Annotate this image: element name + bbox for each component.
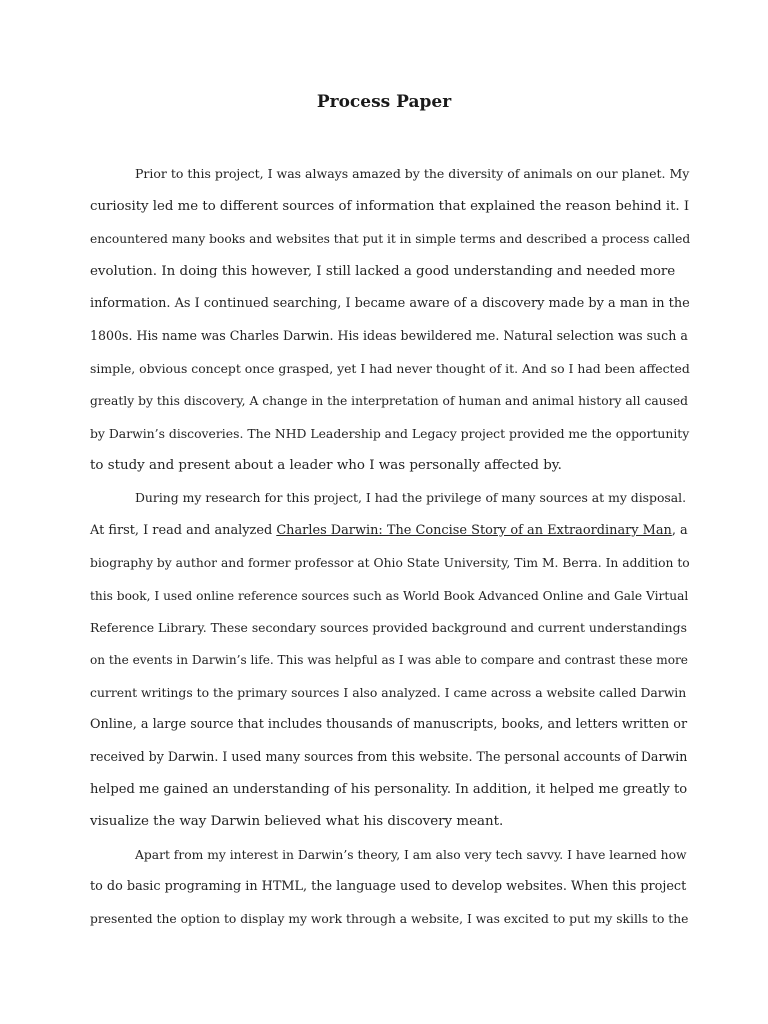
paragraph-2-line: helped me gained an understanding of his personality. In addition, it helped me greatly to <box>90 782 688 797</box>
paragraph-3-line: Apart from my interest in Darwin’s theory, I am also very tech savvy. I have learned how <box>135 848 687 862</box>
paragraph-2-line: current writings to the primary sources I also analyzed. I came across a website called Darwin <box>90 685 687 700</box>
paragraph-1-line: curiosity led me to different sources of information that explained the reason behind it. I <box>90 199 690 214</box>
paragraph-2-line: on the events in Darwin’s life. This was helpful as I was able to compare and contrast these more <box>90 653 688 667</box>
paragraph-2-line: biography by author and former professor at Ohio State University, Tim M. Berra. In addition to <box>90 556 690 570</box>
paragraph-2-line: Reference Library. These secondary sources provided background and current understandings <box>90 620 687 635</box>
page-title: Process Paper <box>316 92 452 112</box>
line-text: At first, I read and analyzed <box>90 523 277 538</box>
paragraph-1-line: greatly by this discovery, A change in the interpretation of human and animal history all caused <box>90 394 689 408</box>
line-text: , a <box>671 523 688 538</box>
paragraph-2-line: visualize the way Darwin believed what his discovery meant. <box>90 814 504 829</box>
paragraph-3-line: presented the option to display my work through a website, I was excited to put my skills to the <box>90 912 689 926</box>
paragraph-1-line: by Darwin’s discoveries. The NHD Leadership and Legacy project provided me the opportunity <box>90 426 690 441</box>
book-title: Charles Darwin: The Concise Story of an Extraordinary Man <box>276 523 672 538</box>
paragraph-1-line: simple, obvious concept once grasped, yet I had never thought of it. And so I had been affected <box>90 361 690 376</box>
paragraph-1-line: Prior to this project, I was always amazed by the diversity of animals on our planet. My <box>135 166 690 181</box>
paragraph-2-line <box>90 521 688 541</box>
paragraph-1-line: information. As I continued searching, I became aware of a discovery made by a man in the <box>90 296 690 311</box>
paragraph-1-line: to study and present about a leader who I was personally affected by. <box>90 458 562 473</box>
paragraph-3-line: to do basic programing in HTML, the language used to develop websites. When this project <box>90 879 687 894</box>
paragraph-2-line: received by Darwin. I used many sources from this website. The personal accounts of Darwin <box>90 749 688 764</box>
paragraph-2-line: this book, I used online reference sources such as World Book Advanced Online and Gale Virtual <box>90 589 689 603</box>
paragraph-2-line: During my research for this project, I had the privilege of many sources at my disposal. <box>135 490 687 505</box>
paragraph-2-line: Online, a large source that includes thousands of manuscripts, books, and letters written or <box>90 717 688 732</box>
paragraph-1-line: evolution. In doing this however, I still lacked a good understanding and needed more <box>90 264 676 279</box>
paragraph-1-line: 1800s. His name was Charles Darwin. His ideas bewildered me. Natural selection was such a <box>90 328 688 343</box>
paragraph-1-line: encountered many books and websites that put it in simple terms and described a process called <box>90 232 691 246</box>
